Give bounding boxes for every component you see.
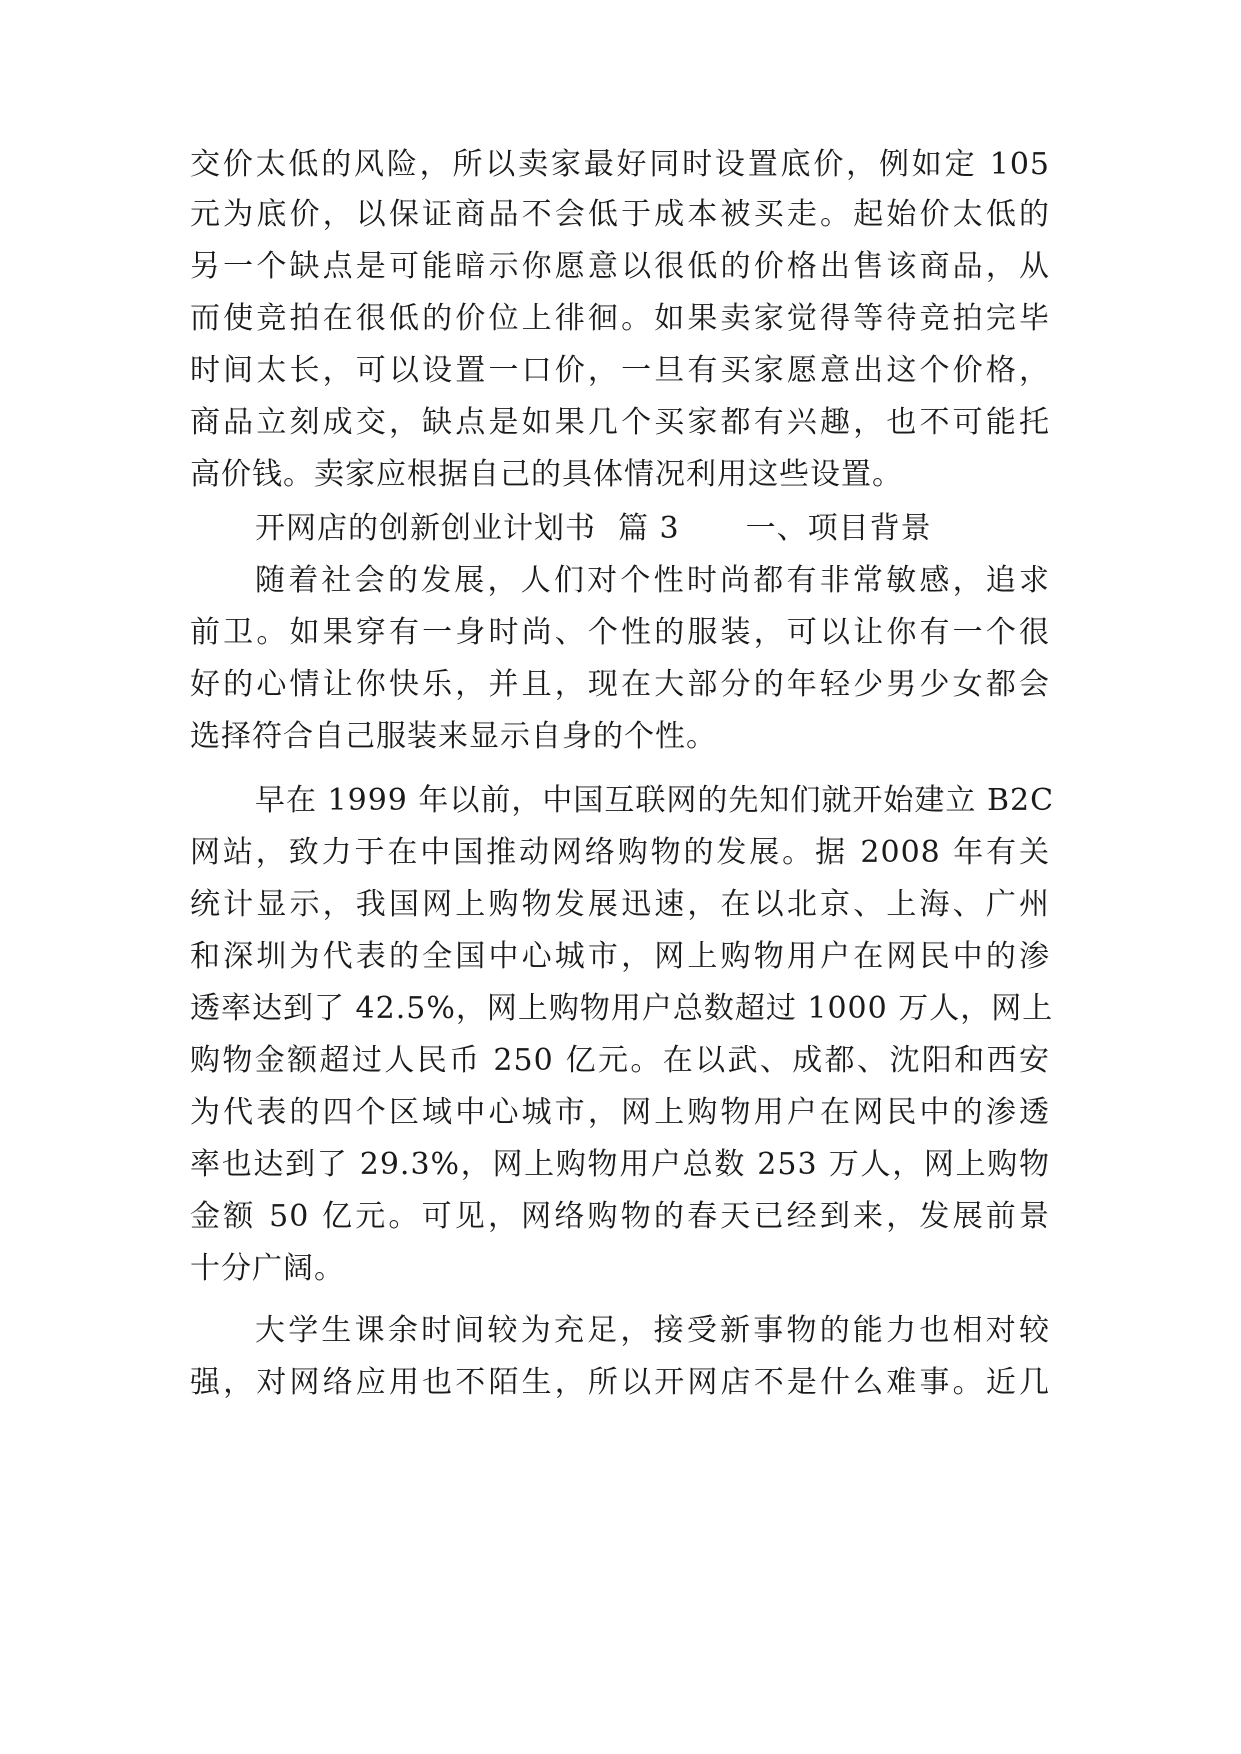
text-line: 十分广阔。 [190,1251,345,1286]
section-heading [255,504,1050,554]
text-line: 商品立刻成交，缺点是如果几个买家都有兴趣，也不可能托 [190,405,1050,440]
text-line: 前卫。如果穿有一身时尚、个性的服装，可以让你有一个很 [190,615,1050,650]
text-line: 为代表的四个区域中心城市，网上购物用户在网民中的渗透 [190,1095,1050,1130]
text-line: 选择符合自己服装来显示自身的个性。 [190,719,717,754]
text-line: 透率达到了 42.5%，网上购物用户总数超过 1000 万人，网上 [190,991,1054,1026]
part-label: 篇 3 [618,511,680,546]
section-title: 一、项目背景 [745,511,932,546]
text-line: 金额 50 亿元。可见，网络购物的春天已经到来，发展前景 [190,1199,1050,1234]
text-line: 早在 1999 年以前，中国互联网的先知们就开始建立 B2C [255,783,1055,818]
text-line: 和深圳为代表的全国中心城市，网上购物用户在网民中的渗 [190,939,1050,974]
text-line: 大学生课余时间较为充足，接受新事物的能力也相对较 [255,1313,1050,1348]
text-line: 统计显示，我国网上购物发展迅速，在以北京、上海、广州 [190,887,1050,922]
text-line: 购物金额超过人民币 250 亿元。在以武、成都、沈阳和西安 [190,1043,1050,1078]
text-line: 而使竞拍在很低的价位上徘徊。如果卖家觉得等待竞拍完毕 [190,301,1050,336]
document-title: 开网店的创新创业计划书 [255,511,596,546]
text-line: 另一个缺点是可能暗示你愿意以很低的价格出售该商品，从 [190,249,1050,284]
text-line: 网站，致力于在中国推动网络购物的发展。据 2008 年有关 [190,835,1050,870]
text-line: 元为底价，以保证商品不会低于成本被买走。起始价太低的 [190,197,1050,232]
text-line: 强，对网络应用也不陌生，所以开网店不是什么难事。近几 [190,1365,1050,1400]
text-line: 交价太低的风险，所以卖家最好同时设置底价，例如定 105 [190,147,1050,182]
text-line: 率也达到了 29.3%，网上购物用户总数 253 万人，网上购物 [190,1147,1050,1182]
text-line: 好的心情让你快乐，并且，现在大部分的年轻少男少女都会 [190,667,1050,702]
text-line: 随着社会的发展，人们对个性时尚都有非常敏感，追求 [255,563,1050,598]
text-line: 高价钱。卖家应根据自己的具体情况利用这些设置。 [190,457,903,492]
text-line: 时间太长，可以设置一口价，一旦有买家愿意出这个价格， [190,353,1050,388]
